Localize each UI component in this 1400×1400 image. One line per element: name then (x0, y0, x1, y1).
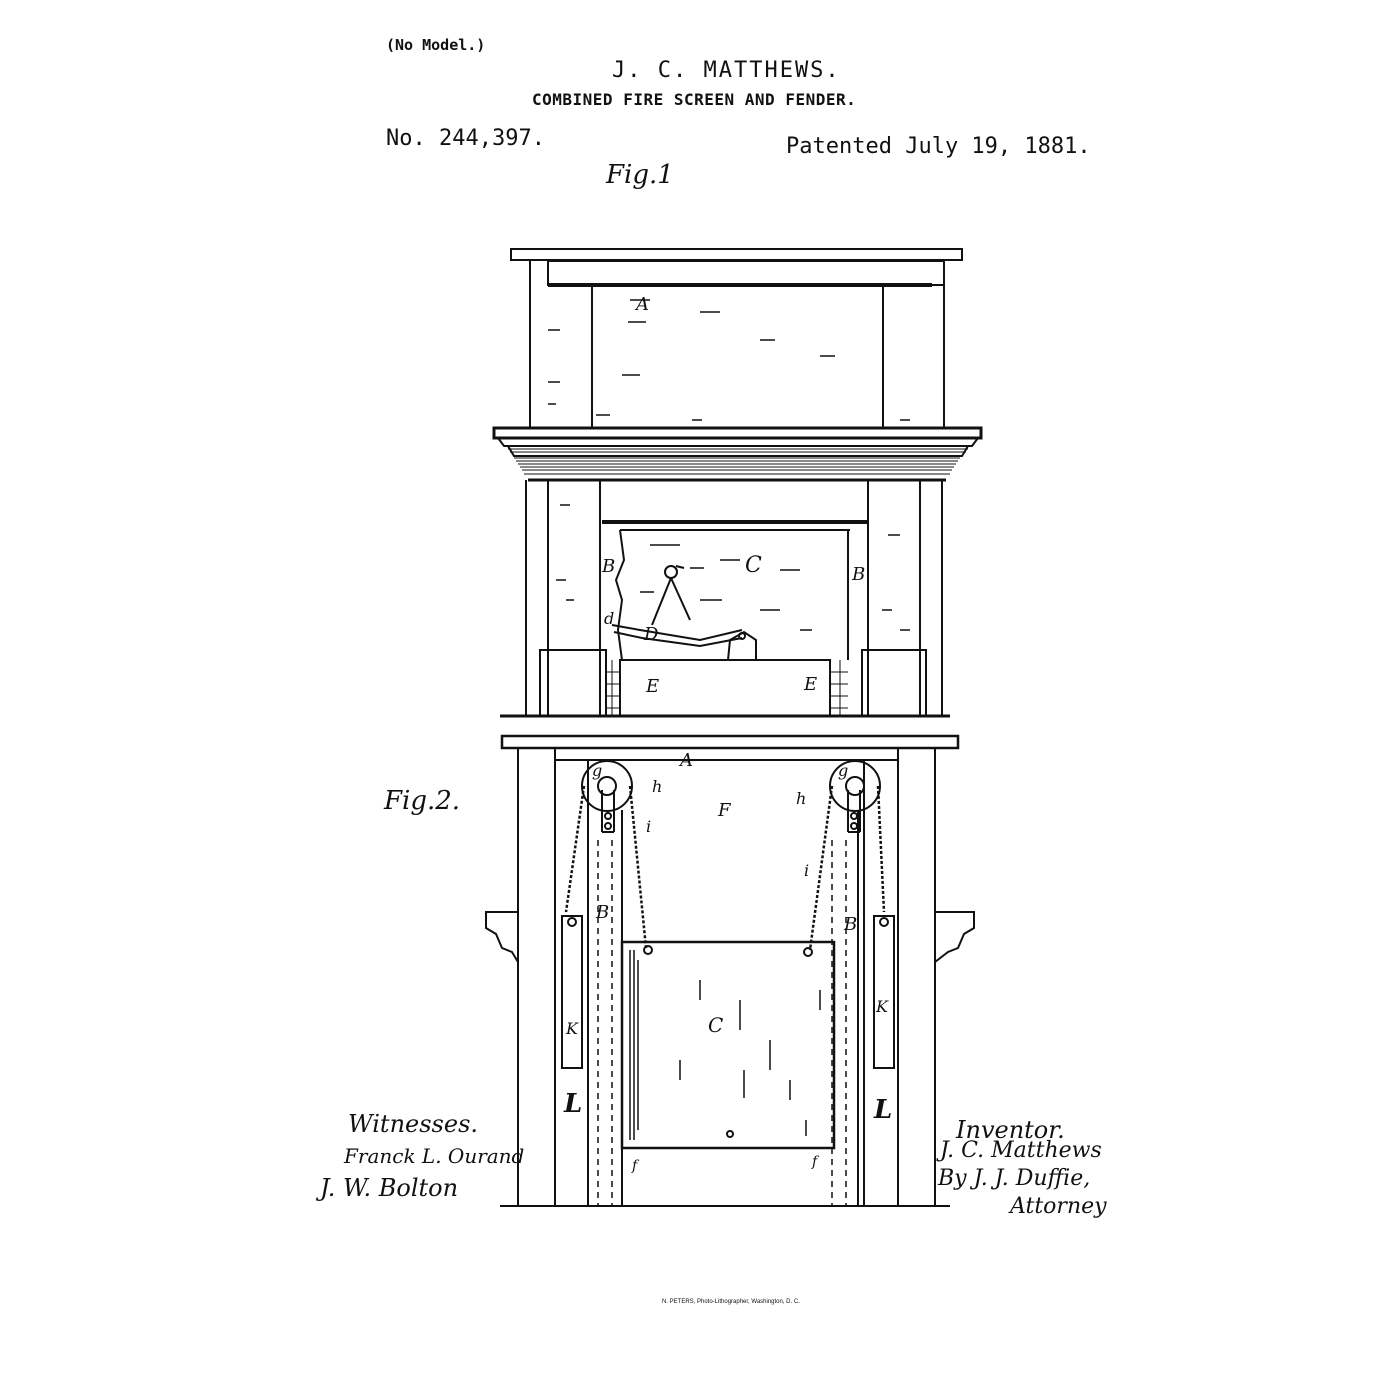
inventor-label: Inventor. (956, 1116, 1065, 1144)
attorney-label: Attorney (1010, 1194, 1107, 1219)
lithographer-credit: N. PETERS, Photo-Lithographer, Washington, D. C. (662, 1299, 800, 1305)
witnesses-label: Witnesses. (348, 1110, 479, 1138)
figure-1-label: Fig.1 (606, 160, 674, 190)
patent-number: No. 244,397. (386, 126, 545, 151)
ref-K-right: K (876, 997, 888, 1016)
ref-C-fig1: C (745, 553, 762, 578)
witness-signature-1: Franck L. Ourand (344, 1144, 525, 1168)
ref-C-fig2: C (708, 1013, 724, 1037)
ref-F-fig2: F (718, 800, 731, 821)
ref-h-left: h (652, 777, 663, 796)
inventor-name: J. C. MATTHEWS. (612, 58, 841, 83)
witness-signature-2: J. W. Bolton (320, 1174, 459, 1202)
patent-title: COMBINED FIRE SCREEN AND FENDER. (532, 90, 857, 109)
ref-A-fig2: A (680, 750, 693, 771)
ref-d-fig1: d (604, 609, 615, 628)
ref-f-left: f (632, 1158, 638, 1174)
attorney-line: By J. J. Duffie, (938, 1166, 1091, 1191)
model-note: (No Model.) (386, 36, 486, 54)
ref-E-fig1-right: E (804, 674, 818, 695)
ref-K-left: K (566, 1019, 578, 1038)
figure-2-label: Fig.2. (384, 786, 461, 816)
ref-L-left: L (564, 1089, 583, 1119)
ref-E-fig1-left: E (646, 676, 660, 697)
ref-f-right: f (812, 1154, 818, 1170)
figure-1-mantel (494, 249, 981, 716)
ref-i-left: i (646, 817, 652, 836)
ref-A-fig1: A (636, 294, 649, 315)
ref-B-fig1-left: B (602, 556, 616, 577)
ref-L-right: L (874, 1095, 893, 1125)
ref-h-right: h (796, 789, 807, 808)
ref-g-left: g (592, 761, 603, 780)
ref-B-fig2-right: B (844, 914, 858, 935)
ref-D-fig1: D (644, 624, 659, 645)
patent-date: Patented July 19, 1881. (786, 134, 1091, 159)
inventor-signature: J. C. Matthews (940, 1138, 1102, 1163)
ref-B-fig2-left: B (596, 902, 610, 923)
ref-g-right: g (838, 761, 849, 780)
ref-B-fig1-right: B (852, 564, 866, 585)
ref-i-right: i (804, 861, 810, 880)
